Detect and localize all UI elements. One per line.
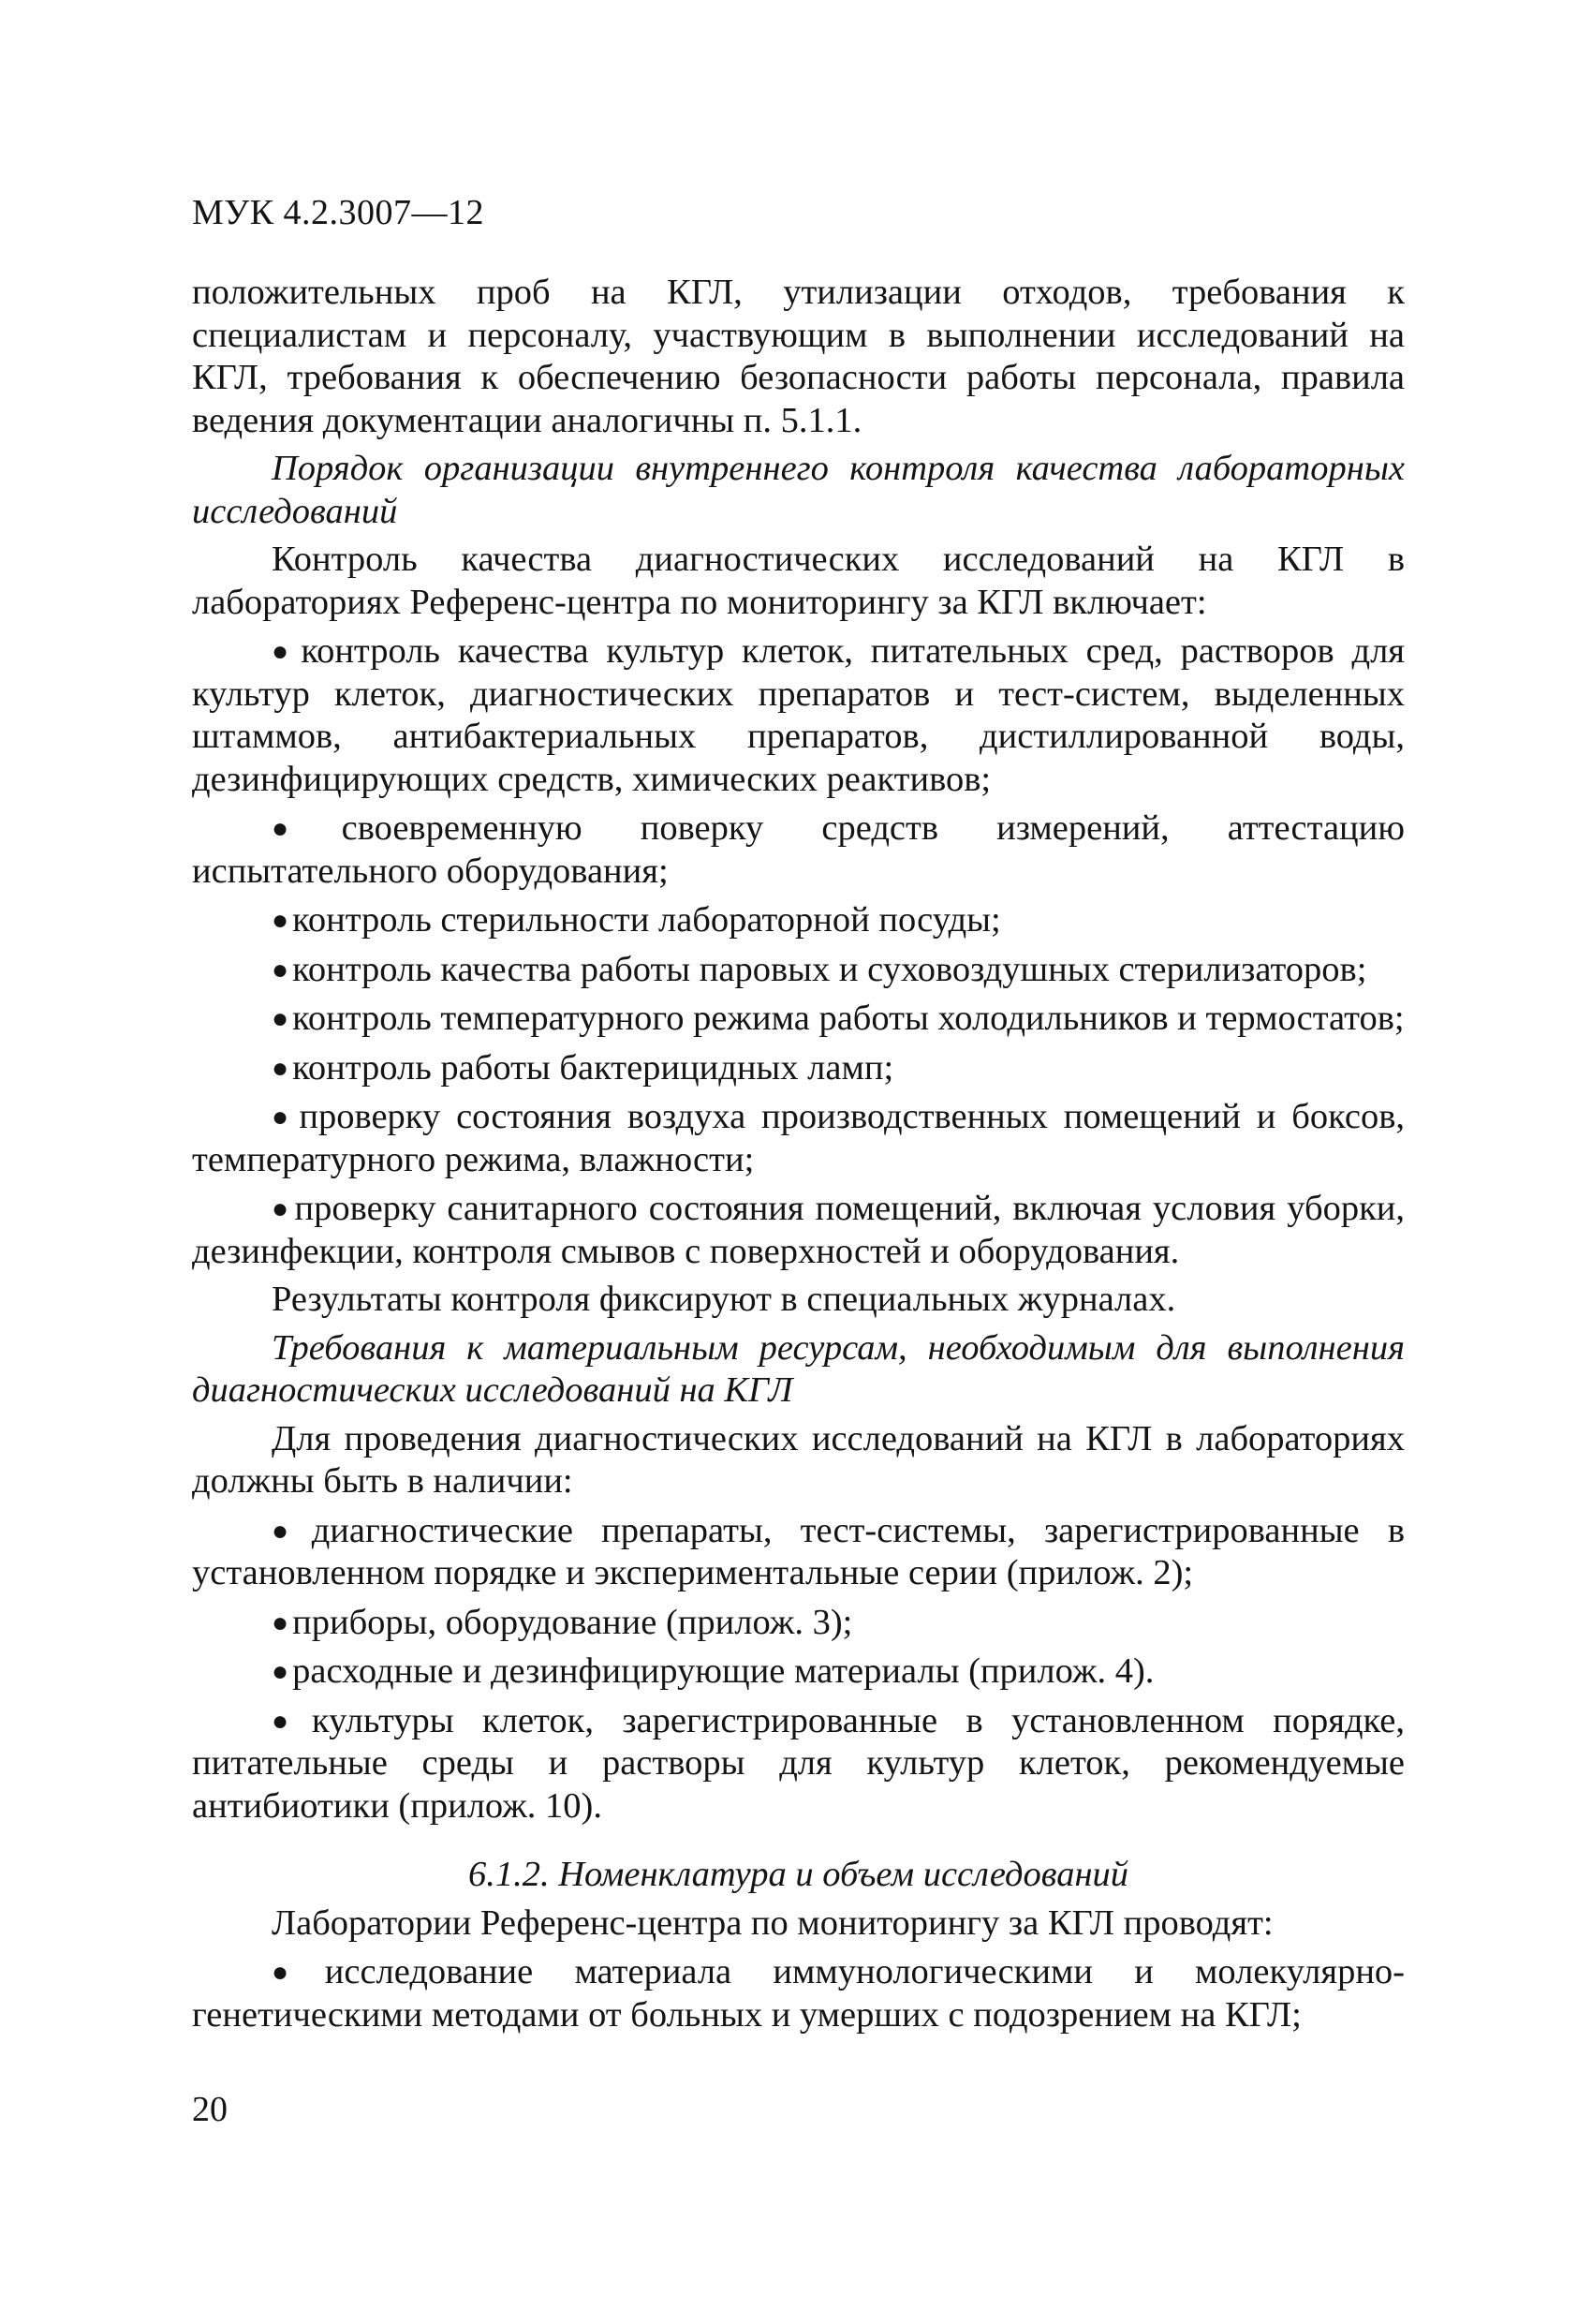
bullet-icon: ● [272, 1957, 321, 1988]
list-item-text: диагностические препараты, тест-системы, зарегистрированные в установленном порядке и экспериментальные серии (прилож. 2); [192, 1510, 1406, 1592]
qc-result: Результаты контроля фиксируют в специальных журналах. [272, 1280, 1176, 1319]
page-header: МУК 4.2.3007—12 [192, 193, 485, 232]
list-item [192, 1096, 1405, 1181]
bullet-icon: ● [272, 905, 289, 936]
list-item-text: контроль стерильности лабораторной посуды; [292, 900, 1001, 940]
qc-intro: Контроль качества диагностических исследований на КГЛ в лабораториях Референс-центра по мониторингу за КГЛ включает: [192, 540, 1405, 622]
list-item-text: культуры клеток, зарегистрированные в установленном порядке, питательные среды и растворы для культур клеток, рекомендуемые антибиотики (прилож. 10). [192, 1700, 1405, 1826]
list-item [192, 998, 1405, 1041]
list-item-text: контроль температурного режима работы холодильников и термостатов; [292, 999, 1405, 1038]
list-item [192, 1047, 1405, 1090]
document-body [192, 272, 1405, 2036]
list-item-text: проверку санитарного состояния помещений, включая условия уборки, дезинфекции, контроля смывов с поверхностей и оборудования. [192, 1189, 1405, 1271]
labs-intro: Лаборатории Референс-центра по мониторингу за КГЛ проводят: [272, 1902, 1274, 1943]
resources-intro: Для проведения диагностических исследований на КГЛ в лабораториях должны быть в наличии: [192, 1418, 1405, 1501]
list-item-text: контроль качества работы паровых и суховоздушных стерилизаторов; [292, 949, 1367, 989]
subsection-title: 6.1.2. Номенклатура и объем исследований [467, 1855, 1129, 1894]
bullet-icon: ● [272, 813, 338, 844]
qc-list [192, 630, 1405, 1273]
bullet-icon: ● [272, 636, 298, 667]
qc-heading: Порядок организации внутреннего контроля качества лабораторных исследований [192, 449, 1405, 531]
bullet-icon: ● [272, 1606, 289, 1638]
list-item-text: исследование материала иммунологическими и молекулярно-генетическими методами от больных и умерших с подозрением на КГЛ; [192, 1952, 1406, 2035]
bullet-icon: ● [272, 1003, 289, 1034]
bullet-icon: ● [272, 1193, 291, 1224]
list-item [192, 1700, 1405, 1828]
list-item [192, 1602, 1405, 1645]
list-item [192, 1510, 1405, 1595]
page-number: 20 [192, 2090, 228, 2129]
list-item-text: расходные и дезинфицирующие материалы (прилож. 4). [292, 1651, 1155, 1691]
bullet-icon: ● [272, 1052, 289, 1084]
list-item [192, 630, 1405, 801]
bullet-icon: ● [272, 1705, 308, 1737]
list-item-text: своевременную поверку средств измерений, аттестацию испытательного оборудования; [192, 808, 1405, 891]
list-item-text: контроль работы бактерицидных ламп; [292, 1047, 894, 1088]
resources-list [192, 1510, 1405, 1828]
list-item-text: контроль качества культур клеток, питательных сред, растворов для культур клеток, диагностических препаратов и тест-систем, выделенных штаммов, антибактериальных препаратов, дистиллированной воды, дезинфицирующих средств, химических реактивов; [192, 631, 1405, 799]
bullet-icon: ● [272, 1102, 296, 1132]
list-item-text: проверку состояния воздуха производственных помещений и боксов, температурного режима, влажности; [192, 1097, 1405, 1179]
intro-continuation: положительных проб на КГЛ, утилизации отходов, требования к специалистам и персоналу, участвующим в выполнении исследований на КГЛ, требования к обеспечению безопасности работы персонала, правила ведения документации аналогичны п. 5.1.1. [192, 273, 1405, 440]
bullet-icon: ● [272, 1515, 308, 1547]
list-item [192, 1188, 1405, 1273]
list-item [192, 1951, 1405, 2036]
list-item [192, 949, 1405, 992]
resources-heading: Требования к материальным ресурсам, необходимым для выполнения диагностических исследований на КГЛ [192, 1327, 1405, 1410]
list-item [192, 807, 1405, 893]
list-item [192, 1650, 1405, 1694]
labs-list [192, 1951, 1405, 2036]
list-item-text: приборы, оборудование (прилож. 3); [292, 1602, 853, 1642]
bullet-icon: ● [272, 1656, 289, 1687]
list-item [192, 899, 1405, 942]
bullet-icon: ● [272, 954, 289, 985]
